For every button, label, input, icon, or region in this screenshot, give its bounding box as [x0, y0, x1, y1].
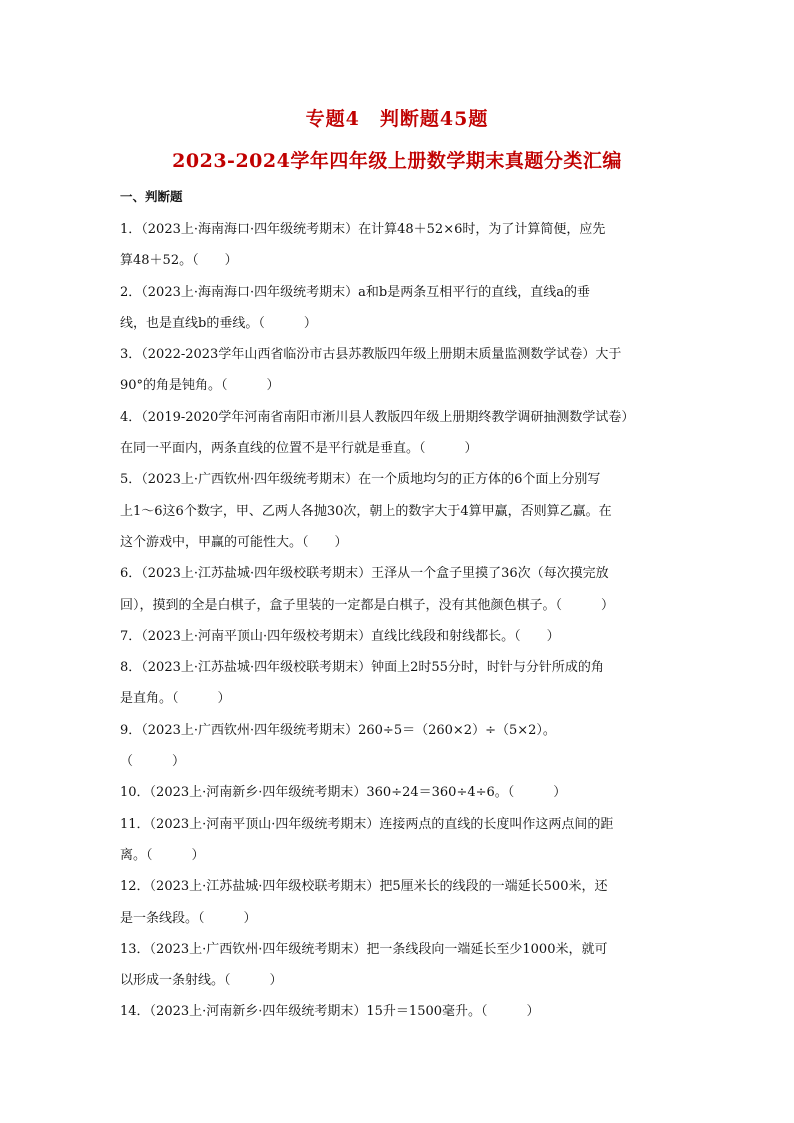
question-text-line: 10．（2023上·河南新乡·四年级统考期末）360÷24＝360÷4÷6。（ ） [120, 785, 567, 801]
question-text-line: 算48＋52。（ ） [120, 253, 238, 269]
question-text-line: 12．（2023上·江苏盐城·四年级校联考期末）把5厘米长的线段的一端延长500米，还 [120, 879, 608, 895]
question-text-line: 是直角。（ ） [120, 691, 231, 707]
question-list [120, 214, 680, 1028]
question-text-line: 线，也是直线b的垂线。（ ） [120, 315, 317, 331]
document-title: 专题4 判断题45题 [305, 108, 489, 130]
question-text-line: 14．（2023上·河南新乡·四年级统考期末）15升＝1500毫升。（ ） [120, 1004, 540, 1020]
question-text-line: 离。（ ） [120, 847, 205, 863]
question-item [120, 402, 680, 465]
question-item [120, 809, 680, 872]
question-text-line: 7．（2023上·河南平顶山·四年级校考期末）直线比线段和射线都长。（ ） [120, 628, 560, 644]
question-text-line: 回），摸到的全是白棋子，盒子里装的一定都是白棋子，没有其他颜色棋子。（ ） [120, 597, 615, 613]
question-item [120, 621, 680, 652]
question-text-line: 是一条线段。（ ） [120, 910, 257, 926]
question-text-line: 4．（2019-2020学年河南省南阳市淅川县人教版四年级上册期终教学调研抽测数学试卷） [120, 409, 635, 425]
question-item [120, 777, 680, 808]
section-heading: 一、判断题 [120, 189, 183, 204]
question-text-line: 这个游戏中，甲赢的可能性大。（ ） [120, 534, 348, 550]
document-subtitle: 2023-2024学年四年级上册数学期末真题分类汇编 [172, 150, 622, 172]
question-item [120, 652, 680, 715]
question-text-line: 在同一平面内，两条直线的位置不是平行就是垂直。（ ） [120, 441, 478, 457]
question-text-line: 以形成一条射线。（ ） [120, 973, 283, 989]
question-text-line: 2．（2023上·海南海口·四年级统考期末）a和b是两条互相平行的直线，直线a的垂 [120, 284, 590, 300]
question-text-line: 13．（2023上·广西钦州·四年级统考期末）把一条线段向一端延长至少1000米，就可 [120, 941, 608, 957]
question-item [120, 558, 680, 621]
question-item [120, 464, 680, 558]
question-item [120, 277, 680, 340]
question-text-line: 3．（2022-2023学年山西省临汾市古县苏教版四年级上册期末质量监测数学试卷）大于 [120, 347, 622, 363]
question-text-line: 5．（2023上·广西钦州·四年级统考期末）在一个质地均匀的正方体的6个面上分别写 [120, 472, 601, 488]
question-text-line: 上1～6这6个数字，甲、乙两人各抛30次，朝上的数字大于4算甲赢，否则算乙赢。在 [120, 503, 612, 519]
question-text-line: （ ） [120, 754, 186, 770]
question-text-line: 8．（2023上·江苏盐城·四年级校联考期末）钟面上2时55分时，时针与分针所成的角 [120, 660, 604, 676]
question-text-line: 90°的角是钝角。（ ） [120, 378, 280, 394]
question-text-line: 11．（2023上·河南平顶山·四年级统考期末）连接两点的直线的长度叫作这两点间的距 [120, 816, 614, 832]
question-text-line: 1．（2023上·海南海口·四年级统考期末）在计算48＋52×6时，为了计算简便，应先 [120, 222, 606, 237]
question-text-line: 6．（2023上·江苏盐城·四年级校联考期末）王泽从一个盒子里摸了36次（每次摸完放 [120, 566, 609, 582]
question-item [120, 214, 680, 277]
question-item [120, 715, 680, 778]
question-item [120, 339, 680, 402]
question-item [120, 934, 680, 997]
question-item [120, 871, 680, 934]
question-item [120, 996, 680, 1027]
question-text-line: 9．（2023上·广西钦州·四年级统考期末）260÷5＝（260×2）÷（5×2）。 [120, 722, 556, 738]
